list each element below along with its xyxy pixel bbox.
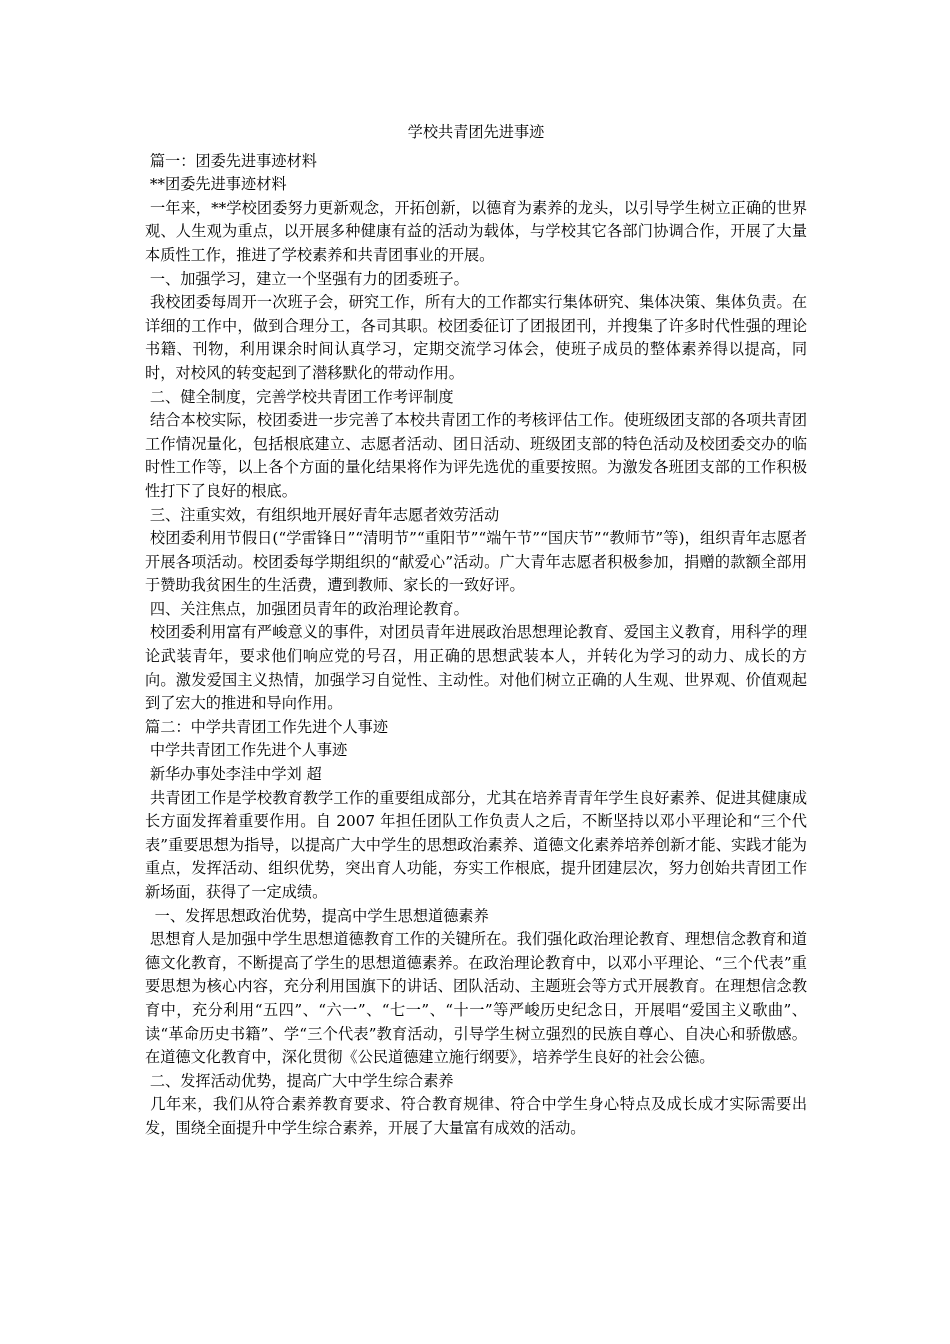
paragraph: 结合本校实际，校团委进一步完善了本校共青团工作的考核评估工作。使班级团支部的各项共青团工作情况量化，包括根底建立、志愿者活动、团日活动、班级团支部的特色活动及校团委交办的临时性工作等，以上各个方面的量化结果将作为评先选优的重要按照。为激发各班团支部的工作积极性打下了良好的根底。 xyxy=(145,411,808,500)
document-body xyxy=(145,121,807,1141)
paragraph: 一年来，**学校团委努力更新观念，开拓创新，以德育为素养的龙头，以引导学生树立正确的世界观、人生观为重点，以开展多种健康有益的活动为载体，与学校其它各部门协调合作，开展了大量本质性工作，推进了学校素养和共青团事业的开展。 xyxy=(145,198,808,264)
paragraph: 校团委利用富有严峻意义的事件，对团员青年进展政治思想理论教育、爱国主义教育，用科学的理论武装青年，要求他们响应党的号召，用正确的思想武装本人，并转化为学习的动力、成长的方向。激发爱国主义热情，加强学习自觉性、主动性。对他们树立正确的人生观、世界观、价值观起到了宏大的推进和导向作用。 xyxy=(145,623,808,713)
section-heading-part-1: 篇一：团委先进事迹材料 xyxy=(145,151,317,170)
paragraph: 几年来，我们从符合素养教育要求、符合教育规律、符合中学生身心特点及成长成才实际需要出发，围绕全面提升中学生综合素养，开展了大量富有成效的活动。 xyxy=(145,1095,808,1137)
author-line: 新华办事处李洼中学刘 超 xyxy=(145,765,322,784)
heading: 二、健全制度，完善学校共青团工作考评制度 xyxy=(145,387,454,406)
heading: 一、加强学习，建立一个坚强有力的团委班子。 xyxy=(145,269,469,288)
paragraph: 我校团委每周开一次班子会，研究工作，所有大的工作都实行集体研究、集体决策、集体负责。在详细的工作中，做到合理分工，各司其职。校团委征订了团报团刊，并搜集了许多时代性强的理论书籍、刊物，利用课余时间认真学习，定期交流学习体会，使班子成员的整体素养得以提高，同时，对校风的转变起到了潜移默化的带动作用。 xyxy=(145,293,808,382)
heading: 四、关注焦点，加强团员青年的政治理论教育。 xyxy=(145,599,469,618)
subtitle: 中学共青团工作先进个人事迹 xyxy=(145,741,348,760)
subtitle: **团委先进事迹材料 xyxy=(145,175,287,194)
paragraph: 思想育人是加强中学生思想道德教育工作的关键所在。我们强化政治理论教育、理想信念教育和道德文化教育，不断提高了学生的思想道德素养。在政治理论教育中，以邓小平理论、“三个代表”重要思想为核心内容，充分利用国旗下的讲话、团队活动、主题班会等方式开展教育。在理想信念教育中，充分利用“五四”、“六一”、“七一”、“十一”等严峻历史纪念日，开展唱“爱国主义歌曲”、读“革命历史书籍”、学“三个代表”教育活动，引导学生树立强烈的民族自尊心、自决心和骄傲感。在道德文化教育中，深化贯彻《公民道德建立施行纲要》，培养学生良好的社会公德。 xyxy=(145,930,808,1067)
paragraph: 共青团工作是学校教育教学工作的重要组成部分，尤其在培养青青年学生良好素养、促进其健康成长方面发挥着重要作用。自 2007 年担任团队工作负责人之后，不断坚持以邓小平理论和“三个代表”重要思想为指导，以提高广大中学生的思想政治素养、道德文化素养培养创新才能、实践才能为重点，发挥活动、组织优势，突出育人功能，夯实工作根底，提升团建层次，努力创始共青团工作新场面，获得了一定成绩。 xyxy=(145,788,808,901)
section-heading-part-2: 篇二：中学共青团工作先进个人事迹 xyxy=(145,717,388,736)
heading: 三、注重实效，有组织地开展好青年志愿者效劳活动 xyxy=(145,505,500,524)
heading: 二、发挥活动优势，提高广大中学生综合素养 xyxy=(145,1071,454,1090)
heading: 一、发挥思想政治优势，提高中学生思想道德素养 xyxy=(145,906,489,925)
document-title: 学校共青团先进事迹 xyxy=(407,123,545,141)
paragraph: 校团委利用节假日(“学雷锋日”“清明节”“重阳节”“端午节”“国庆节”“教师节”等)，组织青年志愿者开展各项活动。校团委每学期组织的“献爱心”活动。广大青年志愿者积极参加，捐赠的款额全部用于赞助我贫困生的生活费，遭到教师、家长的一致好评。 xyxy=(145,529,807,595)
